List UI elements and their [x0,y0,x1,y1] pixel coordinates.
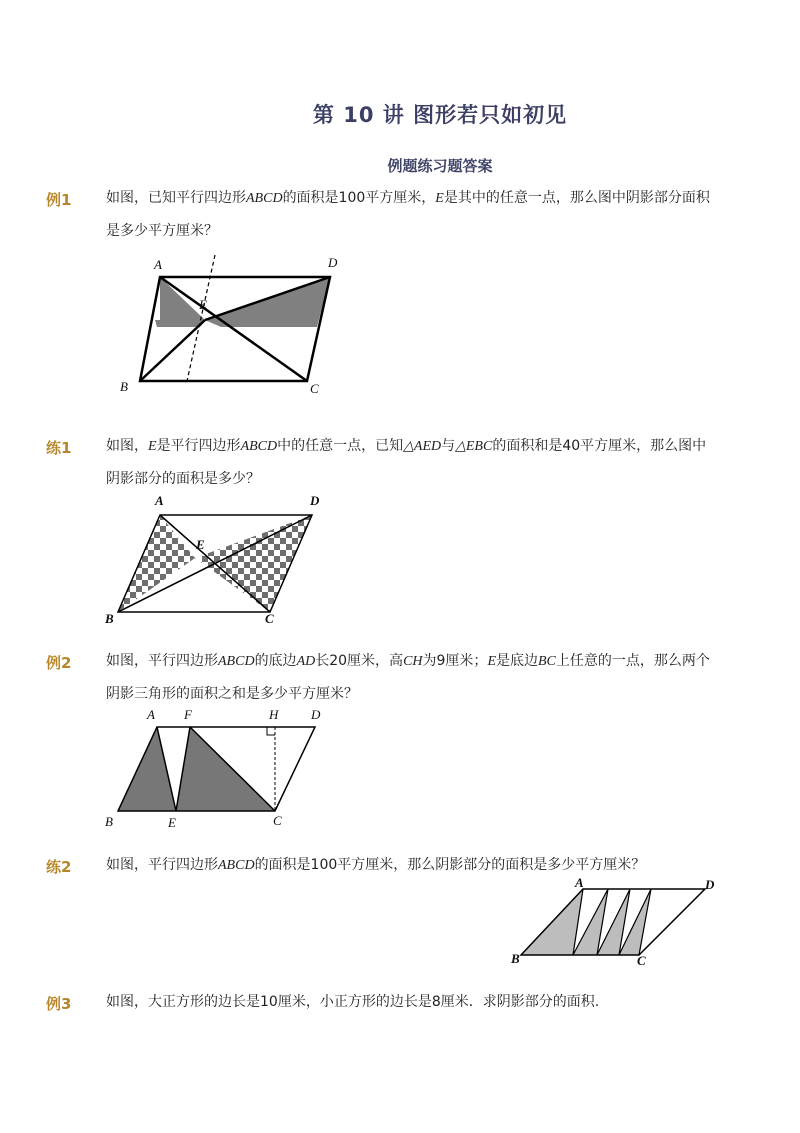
point-B: B [120,379,128,394]
point-A: A [147,707,155,722]
problem-label-pr2: 练2 [46,858,72,876]
problem-label-ex2: 例2 [46,654,72,672]
point-H: H [269,707,279,722]
problem-text-ex3: 如图，大正方形的边长是10厘米，小正方形的边长是8厘米．求阴影部分的面积. [106,994,600,1010]
point-E: E [199,297,207,312]
point-B: B [105,611,114,626]
point-A: A [155,493,164,508]
right-angle-mark [267,727,275,735]
point-D: D [705,877,715,892]
problem-text-pr1: 如图，E是平行四边形ABCD中的任意一点，已知△AED与△EBC的面积和是40平方厘米，那么图中阴影部分的面积是多少？ [106,438,707,487]
shaded-triangle-left [118,727,176,811]
point-B: B [105,814,113,829]
point-E: E [196,537,205,552]
figure-ex1 [110,255,350,400]
point-C: C [265,611,274,626]
figure-ex2 [100,705,340,835]
problem-text-ex1: 如图，已知平行四边形ABCD的面积是100平方厘米，E是其中的任意一点，那么图中阴影部分面积是多少平方厘米？ [106,190,710,239]
point-D: D [328,255,338,270]
point-C: C [637,953,646,968]
figure-pr1 [100,490,340,630]
point-E: E [168,815,176,830]
point-D: D [310,493,320,508]
problem-label-ex3: 例3 [46,995,72,1013]
point-D: D [311,707,321,722]
section-subtitle: 例题练习题答案 [387,157,493,175]
point-F: F [184,707,192,722]
checkered-triangle-left [118,515,195,612]
page-title: 第 10 讲 图形若只如初见 [312,103,568,127]
shaded-triangle-right [176,727,275,811]
point-A: A [154,257,162,272]
problem-label-ex1: 例1 [46,191,72,209]
problem-text-ex2: 如图，平行四边形ABCD的底边AD长20厘米，高CH为9厘米；E是底边BC上任意的一点，那么两个阴影三角形的面积之和是多少平方厘米？ [106,653,710,702]
point-C: C [310,381,319,396]
problem-text-pr2: 如图，平行四边形ABCD的面积是100平方厘米，那么阴影部分的面积是多少平方厘米？ [106,857,646,873]
point-C: C [273,813,282,828]
problem-label-pr1: 练1 [46,439,72,457]
point-B: B [511,951,520,966]
point-A: A [575,875,584,890]
figure-pr2 [505,875,735,970]
